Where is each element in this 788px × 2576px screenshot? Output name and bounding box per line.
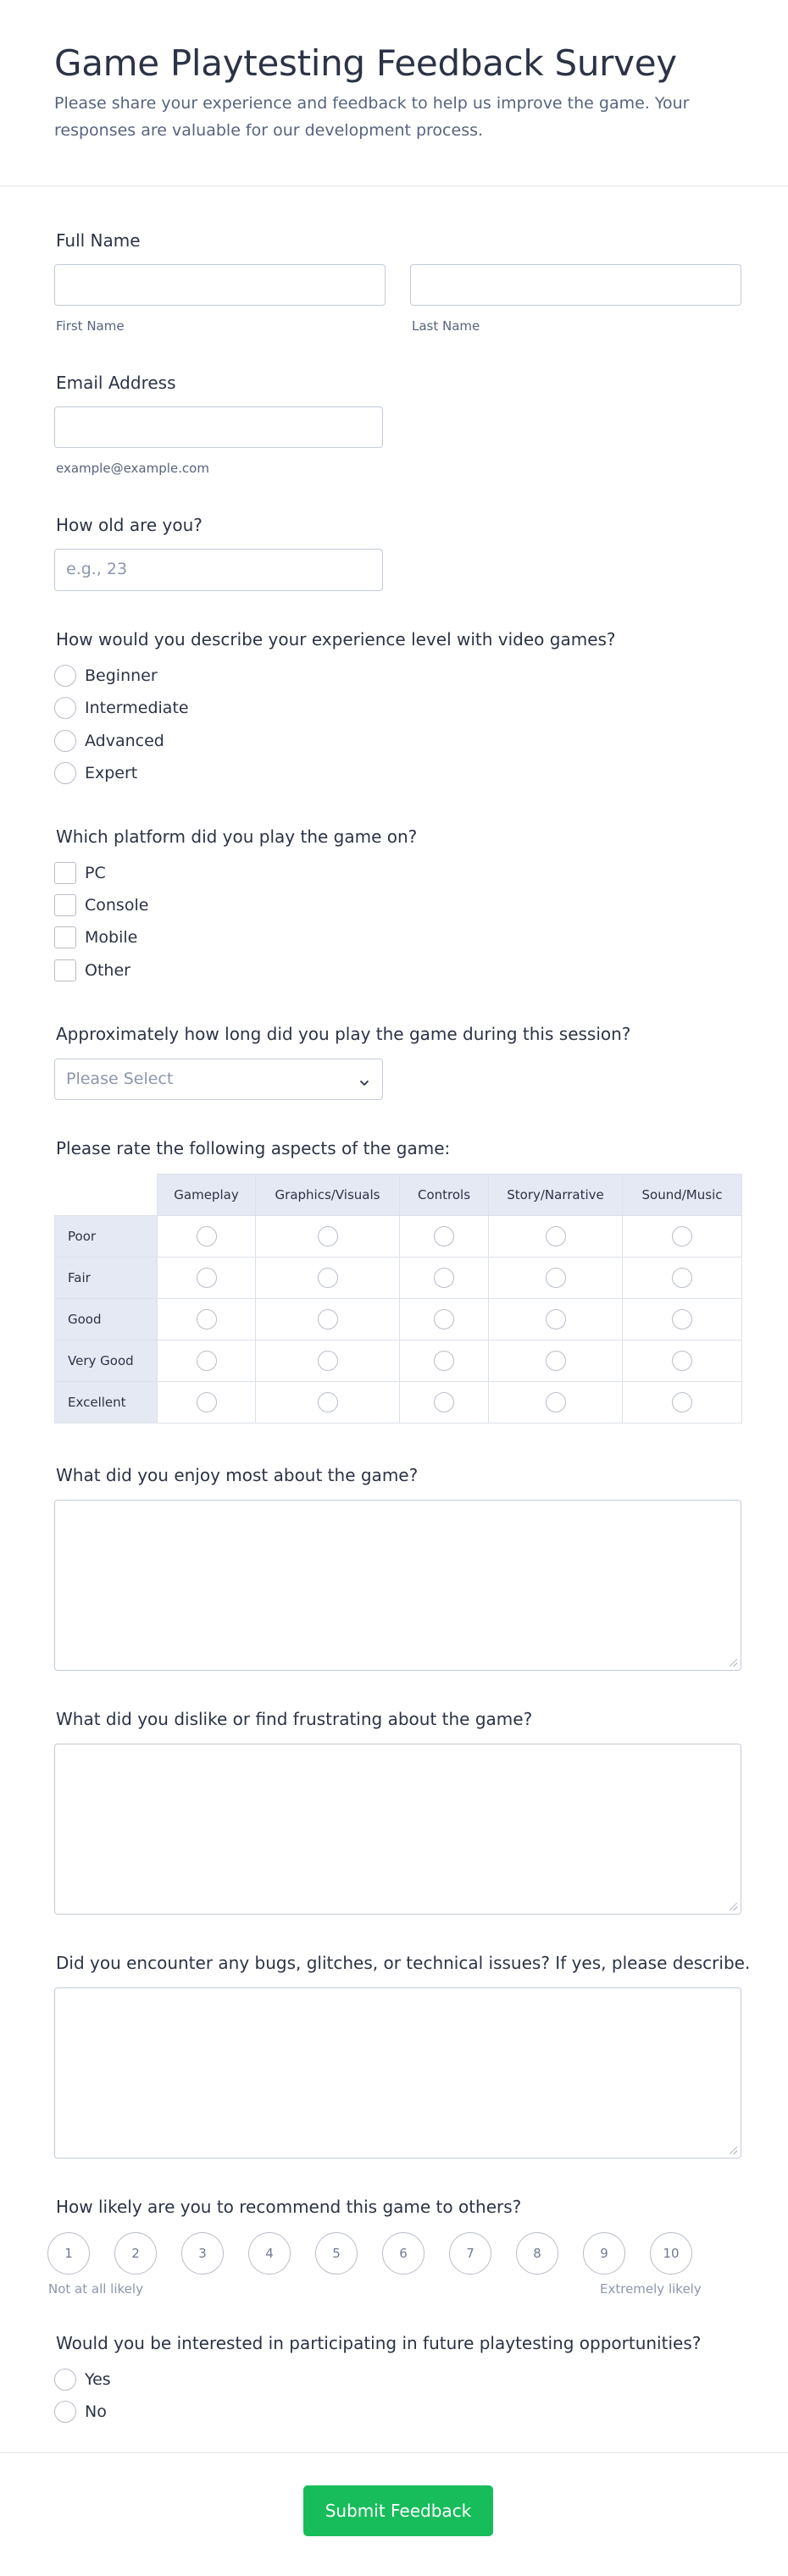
recommend-label: How likely are you to recommend this game to others? [56,2197,522,2217]
form-description: Please share your experience and feedback to help us improve the game. Your responses are valuable for our development process. [54,94,690,140]
matrix-radio[interactable] [197,1309,217,1329]
matrix-radio[interactable] [434,1226,454,1247]
experience-radio-advanced[interactable] [54,730,76,752]
last-name-sublabel: Last Name [412,318,480,334]
matrix-column-header: Sound/Music [623,1175,742,1216]
future-option-label: No [85,2402,107,2421]
bugs-textarea[interactable] [54,1987,741,2159]
matrix-row [55,1216,742,1258]
scale-low-label: Not at all likely [48,2281,143,2297]
platform-label: Which platform did you play the game on? [56,826,418,847]
duration-label: Approximately how long did you play the game during this session? [56,1024,631,1044]
matrix-row-header: Very Good [55,1341,158,1382]
matrix-row [55,1382,742,1423]
matrix-radio[interactable] [546,1268,566,1288]
platform-option-label: Mobile [85,928,138,947]
age-label: How old are you? [56,515,203,535]
matrix-radio[interactable] [672,1309,692,1329]
enjoy-textarea[interactable] [54,1500,741,1671]
age-placeholder: e.g., 23 [66,560,128,578]
first-name-sublabel: First Name [56,318,125,334]
matrix-row [55,1299,742,1341]
matrix-radio[interactable] [546,1351,566,1371]
matrix-radio[interactable] [672,1351,692,1371]
chevron-down-icon[interactable] [359,1075,369,1083]
platform-option-label: PC [85,864,106,882]
scale-option-1[interactable]: 1 [47,2232,90,2275]
resize-handle-icon[interactable] [730,1659,737,1667]
bugs-label: Did you encounter any bugs, glitches, or technical issues? If yes, please describe. [56,1953,751,1973]
email-input[interactable] [54,406,383,448]
first-name-input[interactable] [54,264,386,306]
matrix-radio[interactable] [546,1226,566,1247]
platform-option-mobile[interactable] [54,926,137,948]
platform-checkbox-console[interactable] [54,894,76,916]
matrix-radio[interactable] [318,1309,338,1329]
matrix-row [55,1258,742,1299]
platform-checkbox-mobile[interactable] [54,926,76,948]
matrix-row [55,1341,742,1382]
rating-label: Please rate the following aspects of the game: [56,1138,451,1158]
resize-handle-icon[interactable] [730,1903,737,1910]
matrix-radio[interactable] [672,1226,692,1247]
scale-option-7[interactable]: 7 [449,2232,491,2275]
header-divider [0,185,788,186]
experience-option-label: Beginner [85,666,158,685]
scale-option-9[interactable]: 9 [583,2232,625,2275]
matrix-radio[interactable] [197,1226,217,1247]
matrix-column-header: Story/Narrative [489,1175,623,1216]
matrix-radio[interactable] [197,1268,217,1288]
matrix-radio[interactable] [546,1309,566,1329]
future-label: Would you be interested in participating in future playtesting opportunities? [56,2333,702,2353]
matrix-radio[interactable] [197,1351,217,1371]
future-radio-no[interactable] [54,2401,76,2423]
rating-matrix [54,1174,742,1423]
email-sublabel: example@example.com [56,461,209,476]
resize-handle-icon[interactable] [730,2147,737,2154]
future-radio-yes[interactable] [54,2369,76,2391]
scale-option-10[interactable]: 10 [650,2232,692,2275]
dislike-textarea[interactable] [54,1744,741,1915]
footer-divider [0,2452,788,2453]
platform-option-console[interactable] [54,894,148,916]
matrix-radio[interactable] [434,1392,454,1412]
matrix-radio[interactable] [434,1351,454,1371]
enjoy-label: What did you enjoy most about the game? [56,1465,419,1485]
scale-option-4[interactable]: 4 [248,2232,291,2275]
platform-option-other[interactable] [54,959,130,981]
duration-selected-value: Please Select [66,1070,174,1088]
matrix-radio[interactable] [318,1392,338,1412]
matrix-column-header: Controls [400,1175,489,1216]
experience-option-intermediate[interactable] [54,697,189,719]
matrix-radio[interactable] [318,1268,338,1288]
matrix-column-header: Gameplay [158,1175,256,1216]
matrix-radio[interactable] [318,1351,338,1371]
matrix-radio[interactable] [672,1268,692,1288]
platform-option-label: Other [85,961,130,980]
scale-option-2[interactable]: 2 [114,2232,157,2275]
dislike-label: What did you dislike or find frustrating about the game? [56,1709,533,1729]
matrix-corner [55,1175,158,1216]
matrix-radio[interactable] [197,1392,217,1412]
matrix-row-header: Excellent [55,1382,158,1423]
experience-option-label: Advanced [85,732,164,750]
scale-option-5[interactable]: 5 [315,2232,358,2275]
matrix-radio[interactable] [546,1392,566,1412]
form-title: Game Playtesting Feedback Survey [54,42,677,84]
experience-radio-intermediate[interactable] [54,697,76,719]
experience-label: How would you describe your experience level with video games? [56,629,616,650]
platform-checkbox-other[interactable] [54,959,76,981]
full-name-label: Full Name [56,230,141,251]
matrix-column-header: Graphics/Visuals [256,1175,400,1216]
matrix-row-header: Poor [55,1216,158,1258]
email-label: Email Address [56,373,176,393]
future-option-label: Yes [85,2370,111,2389]
platform-option-label: Console [85,896,149,915]
platform-checkbox-pc[interactable] [54,862,76,884]
experience-option-beginner[interactable] [54,665,158,687]
matrix-radio[interactable] [672,1392,692,1412]
submit-button[interactable]: Submit Feedback [303,2485,493,2536]
scale-high-label: Extremely likely [600,2281,702,2297]
matrix-radio[interactable] [318,1226,338,1247]
matrix-row-header: Fair [55,1258,158,1299]
matrix-radio[interactable] [434,1268,454,1288]
future-option-no[interactable] [54,2401,107,2423]
experience-option-advanced[interactable] [54,730,164,752]
scale-option-8[interactable]: 8 [516,2232,558,2275]
experience-option-label: Intermediate [85,699,189,717]
platform-option-pc[interactable] [54,862,106,884]
experience-option-label: Expert [85,764,138,782]
experience-radio-expert[interactable] [54,762,76,784]
future-option-yes[interactable] [54,2369,111,2391]
matrix-radio[interactable] [434,1309,454,1329]
scale-option-3[interactable]: 3 [181,2232,224,2275]
experience-option-expert[interactable] [54,762,137,784]
matrix-row-header: Good [55,1299,158,1341]
scale-option-6[interactable]: 6 [382,2232,425,2275]
last-name-input[interactable] [410,264,741,306]
experience-radio-beginner[interactable] [54,665,76,687]
